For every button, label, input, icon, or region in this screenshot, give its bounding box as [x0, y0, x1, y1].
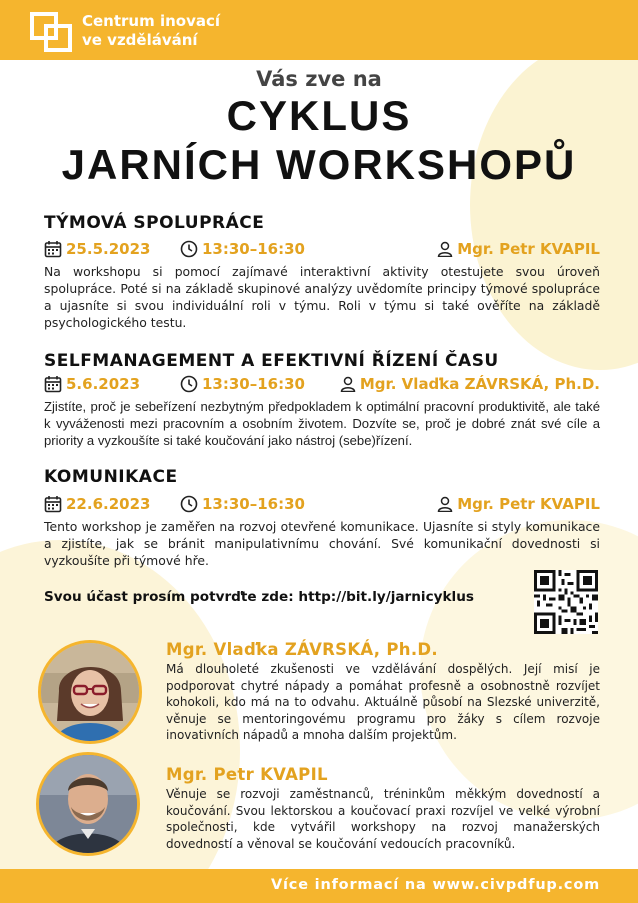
workshop-time [180, 375, 305, 393]
lecturer-name: Mgr. Petr KVAPIL [457, 240, 600, 258]
qr-code-icon[interactable] [534, 570, 598, 634]
date-value: 22.6.2023 [66, 495, 151, 513]
user-icon [340, 376, 356, 392]
workshop-date [44, 375, 140, 393]
workshop-lecturer [340, 375, 600, 393]
workshop-meta [44, 495, 600, 517]
workshop-time [180, 495, 305, 513]
footer-website-link[interactable]: Více informací na www.civpdfup.com [271, 877, 600, 893]
workshop-lecturer [437, 240, 600, 258]
lecturer-bio: Věnuje se rozvoji zaměstnanců, tréninkům měkkým dovedností a koučování. Svou lektorskou a koučovací praxi rozvíjel ve velké výrobní společnosti, kde vytvářil workshopy na rozvoj manažerských dovedností a věnoval se koučování vedoucích pracovníků. [166, 787, 600, 851]
lecturer-name-heading: Mgr. Petr KVAPIL [166, 765, 328, 784]
time-value: 13:30–16:30 [202, 495, 305, 513]
clock-icon [180, 495, 198, 513]
workshop-date [44, 495, 150, 513]
time-value: 13:30–16:30 [202, 240, 305, 258]
clock-icon [180, 375, 198, 393]
workshop-title: TÝMOVÁ SPOLUPRÁCE [44, 213, 265, 233]
workshop-meta [44, 240, 600, 262]
workshop-time [180, 240, 305, 258]
workshop-title: SELFMANAGEMENT A EFEKTIVNÍ ŘÍZENÍ ČASU [44, 351, 499, 371]
workshop-date [44, 240, 150, 258]
portrait-woman-icon [41, 643, 139, 741]
invite-text: Vás zve na [256, 67, 382, 91]
user-icon [437, 496, 453, 512]
workshop-description: Na workshopu si pomocí zajímavé interaktivní aktivity otestujete svou úroveň spolupráce. Poté si na základě skupinové analýzy uvědomíte principy týmové spolupráce a ujasníte si svou individuální roli v týmu. Roli v týmu si také ověříte na základě psychologického testu. [44, 264, 600, 330]
lecturer-photo-zavrska [38, 640, 142, 744]
lecturer-name: Mgr. Vlaďka ZÁVRSKÁ, Ph.D. [359, 375, 600, 393]
lecturer-name: Mgr. Petr KVAPIL [457, 495, 600, 513]
org-name-line2: ve vzdělávání [82, 31, 198, 49]
date-value: 5.6.2023 [66, 375, 141, 393]
footer-bar [0, 869, 638, 903]
calendar-icon [44, 240, 62, 258]
calendar-icon [44, 375, 62, 393]
logo-icon [30, 12, 72, 52]
lecturer-photo-kvapil [36, 752, 140, 856]
workshop-description: Tento workshop je zaměřen na rozvoj otevřené komunikace. Ujasníte si styly komunikace a zjistíte, jak se bránit manipulativnímu chování. Své komunikační dovednosti si vyzkoušíte při týmové hře. [44, 519, 600, 568]
workshop-title: KOMUNIKACE [44, 467, 178, 487]
portrait-man-icon [39, 755, 137, 853]
header-bar [0, 0, 638, 60]
page-title-line2: JARNÍCH WORKSHOPŮ [61, 141, 577, 188]
time-value: 13:30–16:30 [202, 375, 305, 393]
registration-link-text[interactable]: Svou účast prosím potvrďte zde: http://bit.ly/jarnicyklus [44, 589, 474, 605]
date-value: 25.5.2023 [66, 240, 151, 258]
calendar-icon [44, 495, 62, 513]
lecturer-bio: Má dlouholeté zkušenosti ve vzdělávání dospělých. Její misí je podporovat chytré nápady a pomáhat profesně a osobnostně rozvíjet kohokoli, kdo má na to odvahu. Aktuálně působí na Slezské univerzitě, věnuje se mentoringovému programu pro žáky s cílem rozvoje inovativních nápadů a mnoha dalším projektům. [166, 662, 600, 742]
user-icon [437, 241, 453, 257]
workshop-description: Zjistíte, proč je sebeřízení nezbytným předpokladem k optimální pracovní produktivitě, ale také k vyváženosti mezi pracovním a osobním životem. Dozvíte se, proč je dobré znát své cíle a priority a vyzkoušíte si také koučování jako nástroj (sebe)řízení. [44, 399, 600, 448]
lecturer-name-heading: Mgr. Vlaďka ZÁVRSKÁ, Ph.D. [166, 640, 438, 659]
org-name-line1: Centrum inovací [82, 12, 221, 30]
workshop-lecturer [437, 495, 600, 513]
clock-icon [180, 240, 198, 258]
workshop-meta [44, 375, 600, 397]
page-title-line1: CYKLUS [226, 92, 412, 139]
organization-name [82, 12, 220, 50]
